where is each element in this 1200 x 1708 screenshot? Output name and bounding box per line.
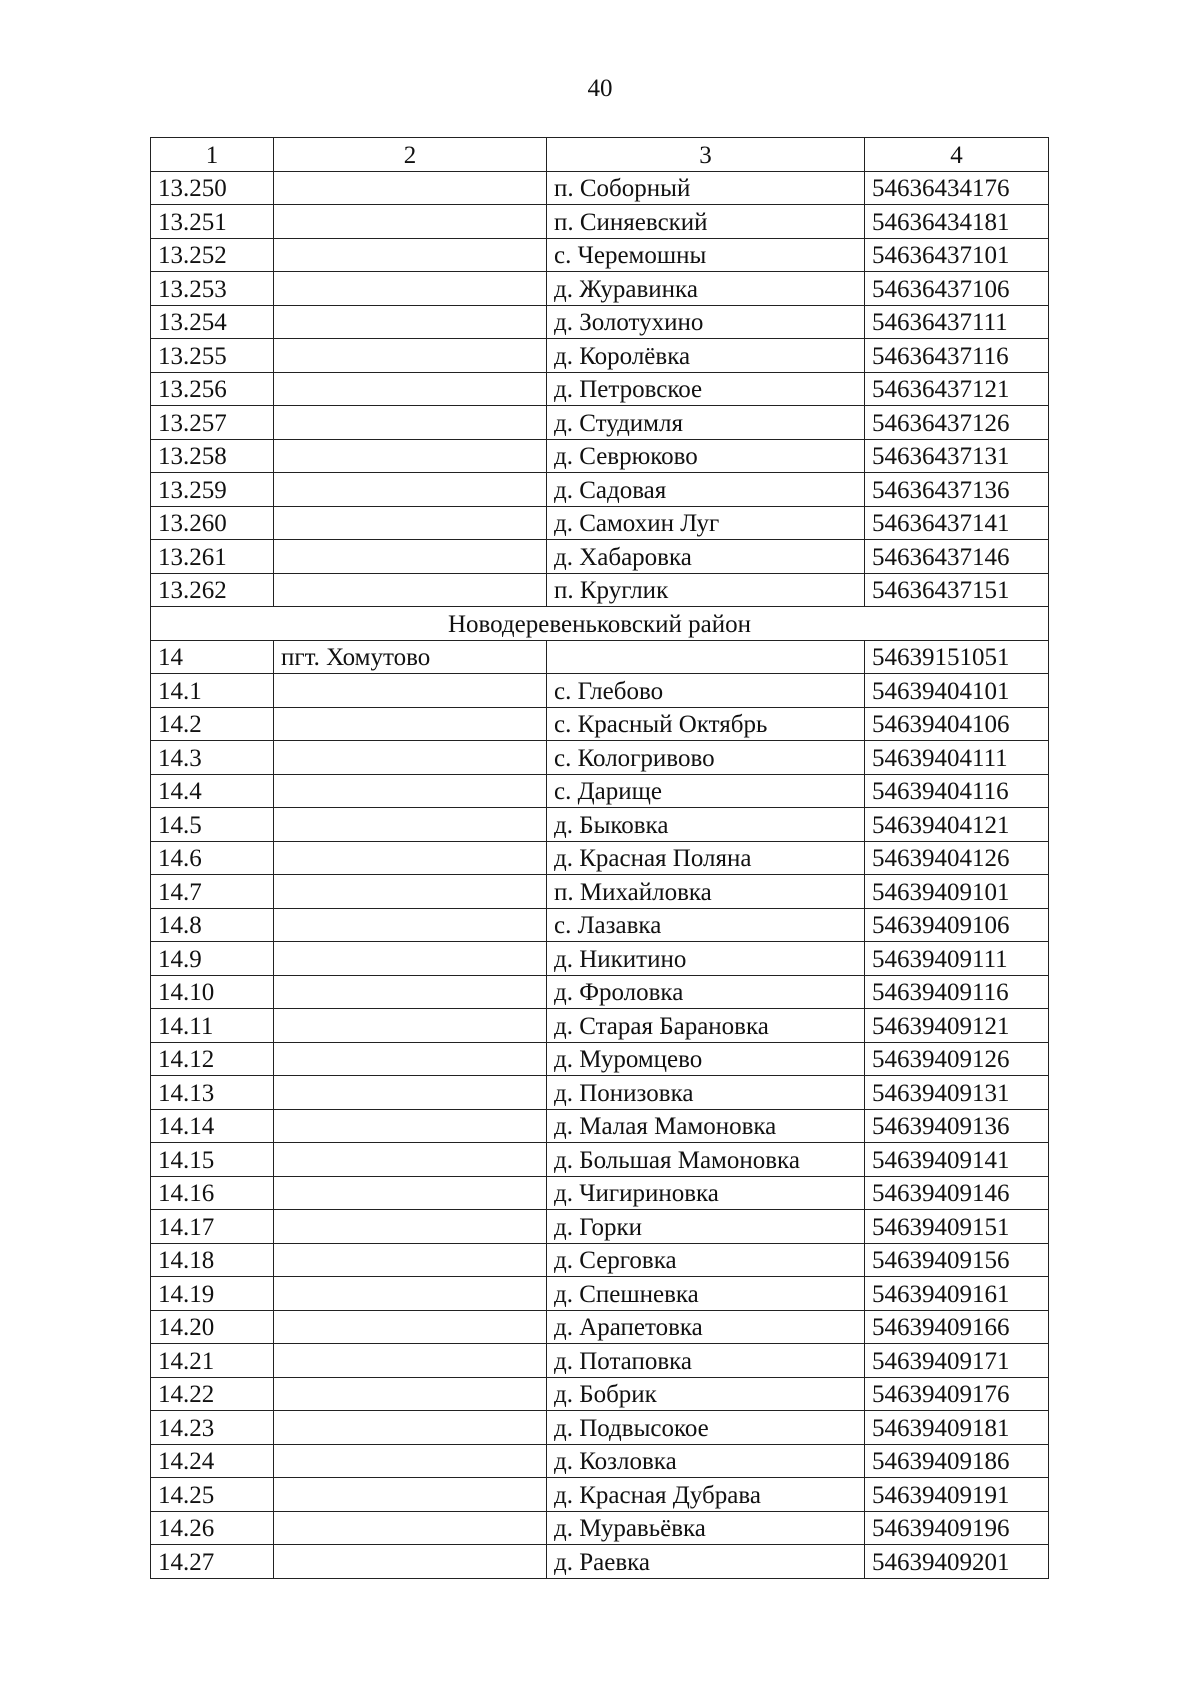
cell-settlement: п. Соборный: [547, 171, 865, 205]
cell-oktmo-code: 54639409181: [865, 1411, 1049, 1445]
cell-settlement: д. Петровское: [547, 372, 865, 406]
table-row: [151, 573, 1049, 607]
table-row: [151, 238, 1049, 272]
cell-municipality: [274, 1411, 547, 1445]
cell-oktmo-code: 54639404126: [865, 841, 1049, 875]
cell-oktmo-code: 54639409136: [865, 1109, 1049, 1143]
cell-oktmo-code: 54636437111: [865, 305, 1049, 339]
cell-settlement: с. Дарище: [547, 774, 865, 808]
table-row: [151, 1042, 1049, 1076]
table-row: [151, 1243, 1049, 1277]
page-number: 40: [587, 75, 613, 102]
cell-settlement: с. Кологривово: [547, 741, 865, 775]
cell-number: 14.3: [151, 741, 274, 775]
cell-number: 13.251: [151, 205, 274, 239]
cell-number: 14: [151, 640, 274, 674]
cell-settlement: п. Синяевский: [547, 205, 865, 239]
cell-municipality: [274, 1176, 547, 1210]
cell-municipality: [274, 1545, 547, 1579]
cell-settlement: д. Студимля: [547, 406, 865, 440]
table-row: [151, 205, 1049, 239]
cell-settlement: д. Севрюково: [547, 439, 865, 473]
table-row: [151, 171, 1049, 205]
cell-municipality: [274, 1478, 547, 1512]
cell-settlement: д. Большая Мамоновка: [547, 1143, 865, 1177]
table-row: [151, 1377, 1049, 1411]
district-row: [151, 607, 1049, 641]
cell-settlement: д. Муромцево: [547, 1042, 865, 1076]
cell-number: 14.9: [151, 942, 274, 976]
cell-oktmo-code: 54636437121: [865, 372, 1049, 406]
table-row: [151, 875, 1049, 909]
table-row: [151, 1277, 1049, 1311]
cell-municipality: [274, 372, 547, 406]
cell-number: 14.7: [151, 875, 274, 909]
cell-oktmo-code: 54636437146: [865, 540, 1049, 574]
table-row: [151, 1444, 1049, 1478]
cell-settlement: д. Бобрик: [547, 1377, 865, 1411]
cell-number: 14.26: [151, 1511, 274, 1545]
cell-oktmo-code: 54636437151: [865, 573, 1049, 607]
cell-municipality: [274, 171, 547, 205]
cell-municipality: [274, 875, 547, 909]
cell-oktmo-code: 54639404121: [865, 808, 1049, 842]
cell-settlement: д. Никитино: [547, 942, 865, 976]
table-row: [151, 841, 1049, 875]
cell-settlement: д. Фроловка: [547, 975, 865, 1009]
cell-municipality: [274, 908, 547, 942]
table-row: [151, 406, 1049, 440]
cell-oktmo-code: 54639409161: [865, 1277, 1049, 1311]
cell-oktmo-code: 54636437101: [865, 238, 1049, 272]
cell-settlement: д. Козловка: [547, 1444, 865, 1478]
cell-municipality: [274, 1009, 547, 1043]
cell-settlement: с. Глебово: [547, 674, 865, 708]
cell-number: 14.17: [151, 1210, 274, 1244]
cell-municipality: [274, 439, 547, 473]
cell-settlement: д. Золотухино: [547, 305, 865, 339]
cell-oktmo-code: 54636437126: [865, 406, 1049, 440]
cell-number: 14.1: [151, 674, 274, 708]
cell-oktmo-code: 54636437116: [865, 339, 1049, 373]
cell-oktmo-code: 54639409191: [865, 1478, 1049, 1512]
table-row: [151, 942, 1049, 976]
cell-settlement: д. Понизовка: [547, 1076, 865, 1110]
cell-settlement: с. Красный Октябрь: [547, 707, 865, 741]
cell-settlement: д. Королёвка: [547, 339, 865, 373]
table-row: [151, 1545, 1049, 1579]
cell-number: 14.15: [151, 1143, 274, 1177]
cell-settlement: д. Малая Мамоновка: [547, 1109, 865, 1143]
cell-municipality: [274, 707, 547, 741]
cell-number: 14.10: [151, 975, 274, 1009]
cell-oktmo-code: 54639409111: [865, 942, 1049, 976]
cell-number: 14.11: [151, 1009, 274, 1043]
cell-oktmo-code: 54639409126: [865, 1042, 1049, 1076]
cell-settlement: с. Черемошны: [547, 238, 865, 272]
cell-settlement: д. Серговка: [547, 1243, 865, 1277]
cell-settlement: д. Старая Барановка: [547, 1009, 865, 1043]
table-row: [151, 506, 1049, 540]
cell-settlement: с. Лазавка: [547, 908, 865, 942]
table-row: [151, 1143, 1049, 1177]
cell-settlement: д. Журавинка: [547, 272, 865, 306]
cell-number: 14.2: [151, 707, 274, 741]
cell-municipality: [274, 573, 547, 607]
cell-oktmo-code: 54639409146: [865, 1176, 1049, 1210]
cell-municipality: [274, 1109, 547, 1143]
cell-oktmo-code: 54636437141: [865, 506, 1049, 540]
cell-oktmo-code: 54639151051: [865, 640, 1049, 674]
table-row: [151, 975, 1049, 1009]
cell-settlement: д. Хабаровка: [547, 540, 865, 574]
cell-municipality: [274, 540, 547, 574]
table-row: [151, 640, 1049, 674]
cell-number: 13.261: [151, 540, 274, 574]
cell-settlement: п. Круглик: [547, 573, 865, 607]
cell-number: 13.260: [151, 506, 274, 540]
cell-oktmo-code: 54639404101: [865, 674, 1049, 708]
cell-oktmo-code: 54639409171: [865, 1344, 1049, 1378]
table-row: [151, 439, 1049, 473]
cell-number: 14.8: [151, 908, 274, 942]
cell-oktmo-code: 54639409151: [865, 1210, 1049, 1244]
cell-settlement: д. Потаповка: [547, 1344, 865, 1378]
cell-oktmo-code: 54639409131: [865, 1076, 1049, 1110]
table-row: [151, 1511, 1049, 1545]
table-row: [151, 1210, 1049, 1244]
cell-settlement: д. Арапетовка: [547, 1310, 865, 1344]
cell-municipality: [274, 674, 547, 708]
cell-oktmo-code: 54639404111: [865, 741, 1049, 775]
cell-municipality: [274, 975, 547, 1009]
cell-number: 14.12: [151, 1042, 274, 1076]
cell-number: 14.6: [151, 841, 274, 875]
table-row: [151, 1009, 1049, 1043]
table-row: [151, 1176, 1049, 1210]
cell-municipality: пгт. Хомутово: [274, 640, 547, 674]
cell-number: 14.20: [151, 1310, 274, 1344]
column-header-2: 2: [274, 138, 547, 172]
cell-settlement: [547, 640, 865, 674]
cell-settlement: п. Михайловка: [547, 875, 865, 909]
cell-number: 13.256: [151, 372, 274, 406]
cell-municipality: [274, 1377, 547, 1411]
table-row: [151, 741, 1049, 775]
table-row: [151, 1310, 1049, 1344]
cell-number: 14.19: [151, 1277, 274, 1311]
cell-settlement: д. Быковка: [547, 808, 865, 842]
table-row: [151, 1411, 1049, 1445]
cell-oktmo-code: 54639404116: [865, 774, 1049, 808]
cell-number: 14.4: [151, 774, 274, 808]
table-row: [151, 372, 1049, 406]
cell-settlement: д. Самохин Луг: [547, 506, 865, 540]
cell-number: 14.21: [151, 1344, 274, 1378]
cell-oktmo-code: 54639404106: [865, 707, 1049, 741]
cell-municipality: [274, 774, 547, 808]
cell-oktmo-code: 54639409141: [865, 1143, 1049, 1177]
table-row: [151, 1344, 1049, 1378]
cell-number: 13.257: [151, 406, 274, 440]
cell-number: 13.262: [151, 573, 274, 607]
cell-oktmo-code: 54639409106: [865, 908, 1049, 942]
cell-oktmo-code: 54639409116: [865, 975, 1049, 1009]
cell-settlement: д. Спешневка: [547, 1277, 865, 1311]
cell-settlement: д. Садовая: [547, 473, 865, 507]
cell-municipality: [274, 1210, 547, 1244]
table-row: [151, 808, 1049, 842]
cell-oktmo-code: 54639409196: [865, 1511, 1049, 1545]
cell-oktmo-code: 54639409201: [865, 1545, 1049, 1579]
cell-number: 14.18: [151, 1243, 274, 1277]
cell-oktmo-code: 54636434176: [865, 171, 1049, 205]
cell-number: 14.22: [151, 1377, 274, 1411]
table-row: [151, 473, 1049, 507]
cell-oktmo-code: 54639409101: [865, 875, 1049, 909]
cell-number: 13.250: [151, 171, 274, 205]
cell-municipality: [274, 1243, 547, 1277]
cell-settlement: д. Муравьёвка: [547, 1511, 865, 1545]
table-body: [151, 171, 1049, 1578]
cell-settlement: д. Красная Дубрава: [547, 1478, 865, 1512]
cell-oktmo-code: 54636437131: [865, 439, 1049, 473]
cell-number: 13.255: [151, 339, 274, 373]
cell-oktmo-code: 54636437136: [865, 473, 1049, 507]
table-header-row: [151, 138, 1049, 172]
cell-oktmo-code: 54639409176: [865, 1377, 1049, 1411]
cell-number: 13.259: [151, 473, 274, 507]
cell-settlement: д. Подвысокое: [547, 1411, 865, 1445]
table-row: [151, 540, 1049, 574]
cell-number: 14.23: [151, 1411, 274, 1445]
cell-number: 14.16: [151, 1176, 274, 1210]
cell-municipality: [274, 406, 547, 440]
cell-number: 14.13: [151, 1076, 274, 1110]
cell-oktmo-code: 54639409166: [865, 1310, 1049, 1344]
cell-number: 13.258: [151, 439, 274, 473]
cell-municipality: [274, 339, 547, 373]
settlements-table: [150, 137, 1049, 1579]
table-row: [151, 908, 1049, 942]
table-row: [151, 674, 1049, 708]
cell-number: 13.253: [151, 272, 274, 306]
cell-number: 13.254: [151, 305, 274, 339]
cell-municipality: [274, 305, 547, 339]
cell-municipality: [274, 238, 547, 272]
cell-municipality: [274, 205, 547, 239]
cell-municipality: [274, 506, 547, 540]
table-row: [151, 1109, 1049, 1143]
cell-municipality: [274, 1076, 547, 1110]
cell-municipality: [274, 1310, 547, 1344]
cell-settlement: д. Раевка: [547, 1545, 865, 1579]
cell-municipality: [274, 1143, 547, 1177]
column-header-1: 1: [151, 138, 274, 172]
cell-oktmo-code: 54636437106: [865, 272, 1049, 306]
cell-municipality: [274, 1344, 547, 1378]
cell-number: 14.14: [151, 1109, 274, 1143]
cell-number: 13.252: [151, 238, 274, 272]
table-row: [151, 339, 1049, 373]
cell-number: 14.25: [151, 1478, 274, 1512]
cell-oktmo-code: 54636434181: [865, 205, 1049, 239]
cell-number: 14.24: [151, 1444, 274, 1478]
cell-oktmo-code: 54639409156: [865, 1243, 1049, 1277]
table-row: [151, 1076, 1049, 1110]
cell-oktmo-code: 54639409186: [865, 1444, 1049, 1478]
cell-number: 14.5: [151, 808, 274, 842]
table-row: [151, 272, 1049, 306]
column-header-4: 4: [865, 138, 1049, 172]
cell-municipality: [274, 808, 547, 842]
cell-settlement: д. Горки: [547, 1210, 865, 1244]
cell-settlement: д. Красная Поляна: [547, 841, 865, 875]
table-row: [151, 1478, 1049, 1512]
table-row: [151, 707, 1049, 741]
cell-municipality: [274, 942, 547, 976]
cell-number: 14.27: [151, 1545, 274, 1579]
cell-settlement: д. Чигириновка: [547, 1176, 865, 1210]
cell-municipality: [274, 272, 547, 306]
cell-municipality: [274, 1511, 547, 1545]
table-row: [151, 305, 1049, 339]
table-row: [151, 774, 1049, 808]
district-name: Новодеревеньковский район: [151, 607, 1049, 641]
cell-municipality: [274, 473, 547, 507]
cell-municipality: [274, 1042, 547, 1076]
column-header-3: 3: [547, 138, 865, 172]
cell-municipality: [274, 741, 547, 775]
cell-oktmo-code: 54639409121: [865, 1009, 1049, 1043]
cell-municipality: [274, 1277, 547, 1311]
cell-municipality: [274, 841, 547, 875]
cell-municipality: [274, 1444, 547, 1478]
